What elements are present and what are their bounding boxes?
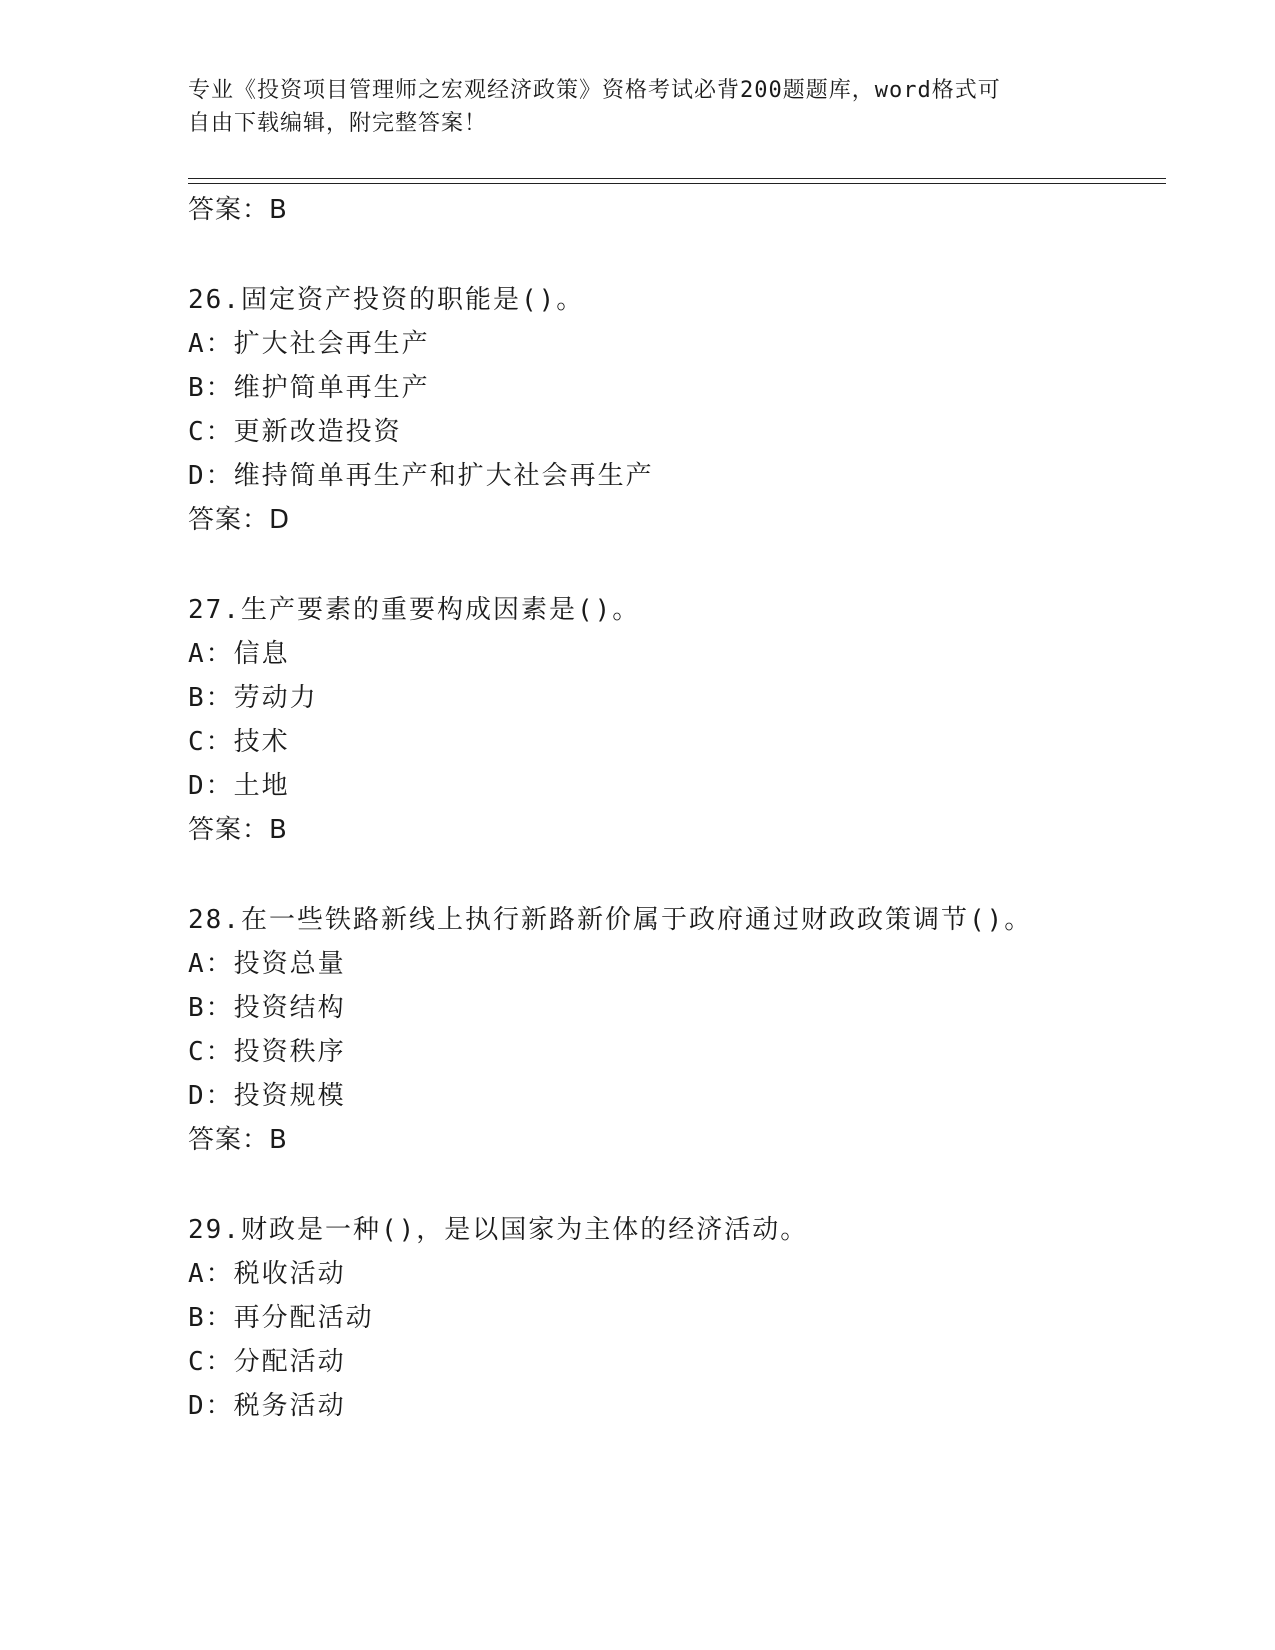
document-header [188,74,1088,140]
header-divider-top [188,178,1166,179]
question-29: 29.财政是一种()，是以国家为主体的经济活动。 [188,1215,809,1245]
option-29-d: D：税务活动 [188,1391,346,1421]
answer-26: 答案：D [188,505,291,535]
option-28-a: A：投资总量 [188,949,346,979]
option-28-d: D：投资规模 [188,1081,346,1111]
option-28-b: B：投资结构 [188,993,346,1023]
option-27-d: D：土地 [188,771,290,801]
option-29-a: A：税收活动 [188,1259,346,1289]
option-29-b: B：再分配活动 [188,1303,374,1333]
question-27: 27.生产要素的重要构成因素是()。 [188,595,641,625]
option-27-b: B：劳动力 [188,683,318,713]
answer-28: 答案：B [188,1125,288,1155]
answer-27: 答案：B [188,815,288,845]
option-26-d: D：维持简单再生产和扩大社会再生产 [188,461,654,491]
option-26-c: C：更新改造投资 [188,417,402,447]
header-line-1: 专业《投资项目管理师之宏观经济政策》资格考试必背200题题库，word格式可 [188,78,1001,103]
header-divider-bottom [188,183,1166,184]
option-27-c: C：技术 [188,727,290,757]
question-26: 26.固定资产投资的职能是()。 [188,285,585,315]
option-26-b: B：维护简单再生产 [188,373,430,403]
answer-25: 答案：B [188,195,288,225]
option-29-c: C：分配活动 [188,1347,346,1377]
option-26-a: A：扩大社会再生产 [188,329,430,359]
option-27-a: A：信息 [188,639,290,669]
header-line-2: 自由下载编辑，附完整答案！ [188,111,488,136]
option-28-c: C：投资秩序 [188,1037,346,1067]
question-28: 28.在一些铁路新线上执行新路新价属于政府通过财政政策调节()。 [188,905,1033,935]
